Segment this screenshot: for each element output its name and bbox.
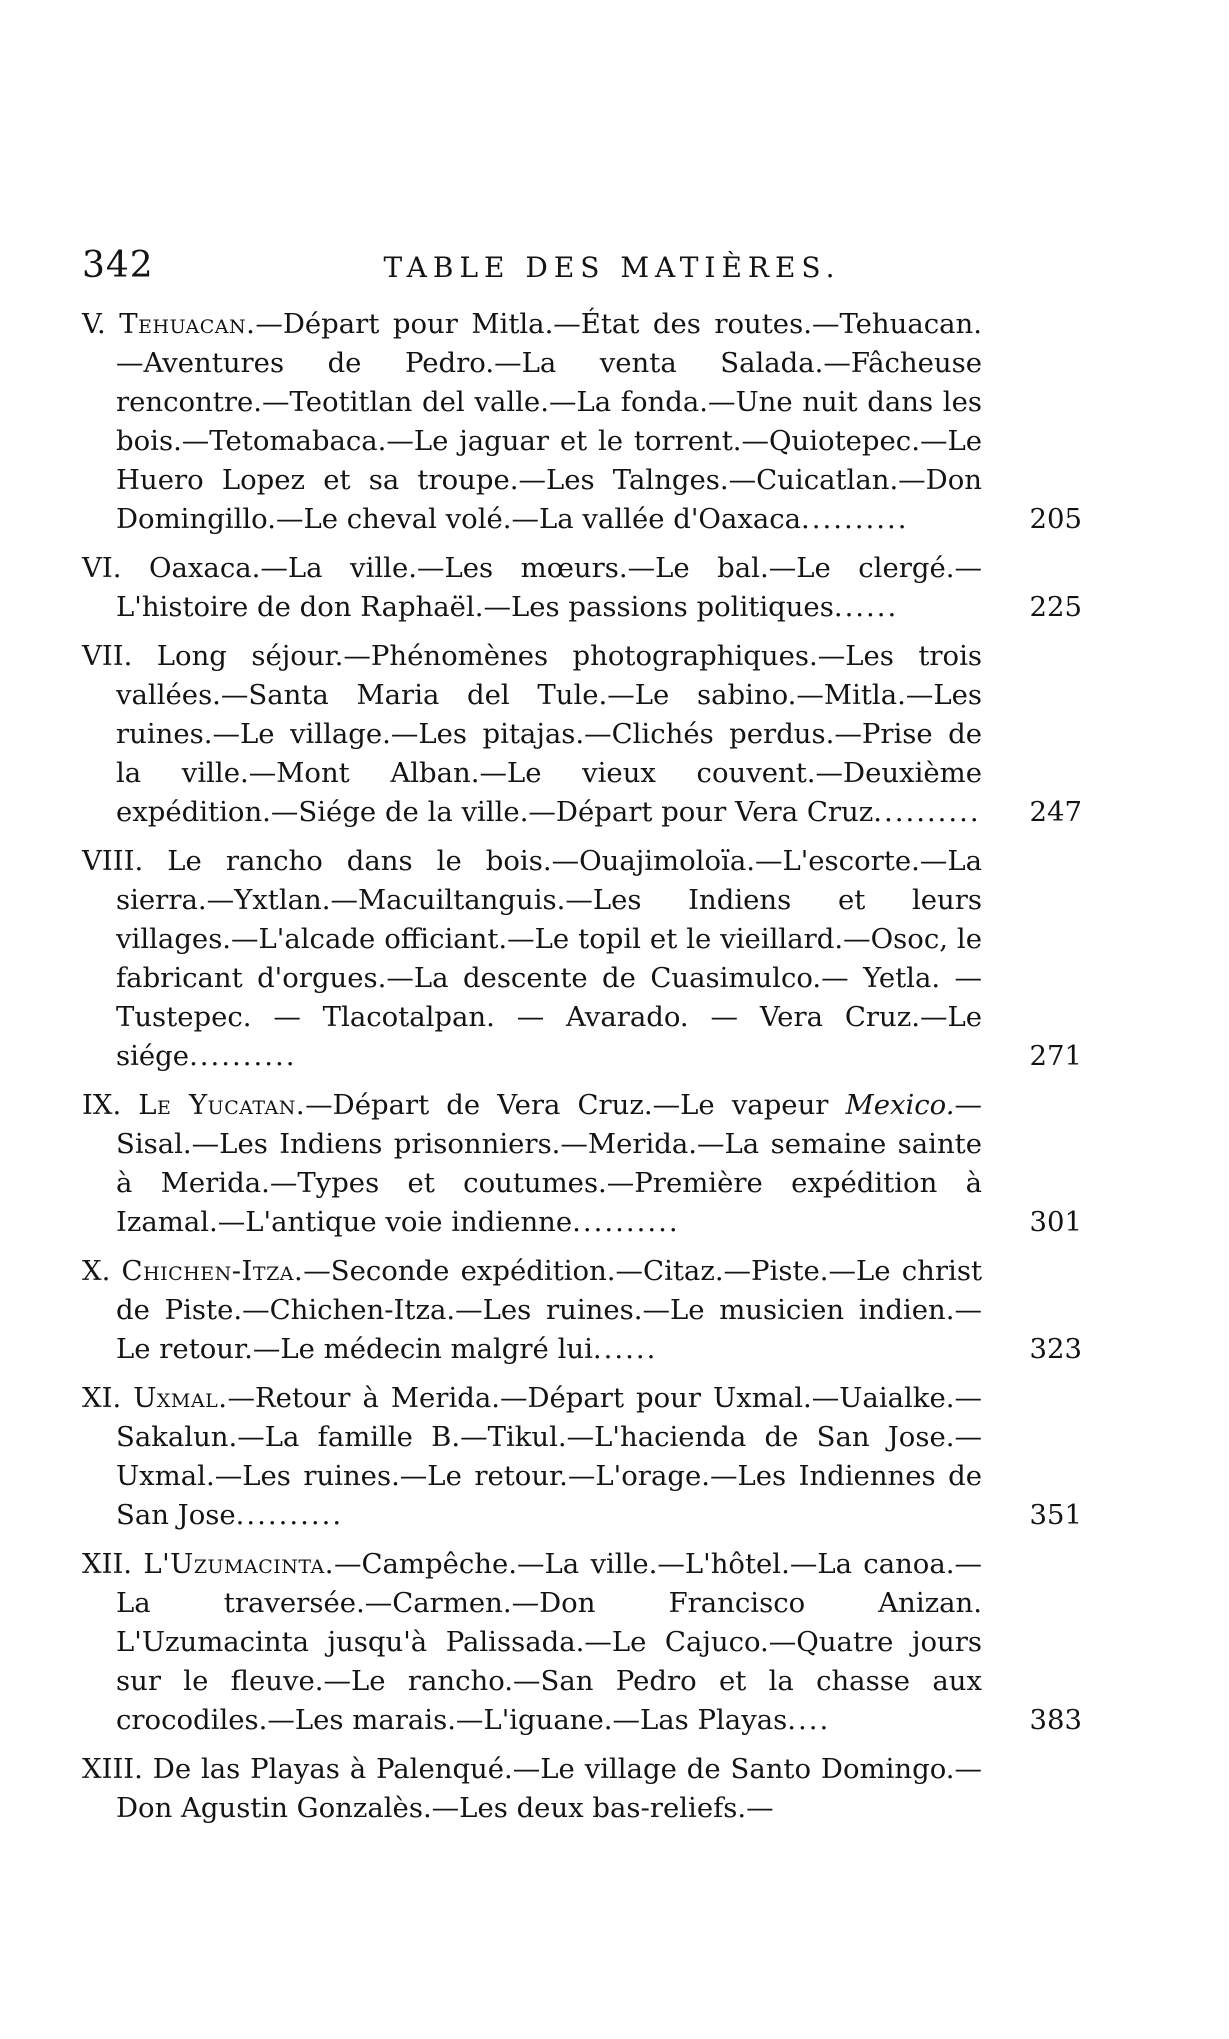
chapter-summary: Long séjour.—Phénomènes photographiques.—Les trois vallées.—Santa Maria del Tule.—Le sabino.—Mitla.—Les ruines.—Le village.—Les pitajas.—Clichés perdus.—Prise de la ville.—Mont Alban.—Le vieux couvent.—Deuxième expédition.—Siége de la ville.—Départ pour Vera Cruz: [116, 640, 982, 828]
chapter-title: Uxmal.: [133, 1382, 228, 1414]
toc-entry-ix: IX. Le Yucatan.—Départ de Vera Cruz.—Le vapeur Mexico.—Sisal.—Les Indiens prisonniers.—Merida.—La semaine sainte à Merida.—Types et coutumes.—Première expédition à Izamal.—L'antique voie indienne.......... 301: [82, 1086, 1082, 1242]
chapter-title: Chichen-Itza.: [121, 1255, 304, 1287]
page-reference: 301: [1029, 1206, 1082, 1238]
page-reference: 323: [1029, 1333, 1082, 1365]
chapter-summary: —Départ pour Mitla.—État des routes.—Tehuacan.—Aventures de Pedro.—La venta Salada.—Fâcheuse rencontre.—Teotitlan del valle.—La fonda.—Une nuit dans les bois.—Tetomabaca.—Le jaguar et le torrent.—Quiotepec.—Le Huero Lopez et sa troupe.—Les Talnges.—Cuicatlan.—Don Domingillo.—Le cheval volé.—La vallée d'Oaxaca: [116, 308, 982, 535]
chapter-summary: Le rancho dans le bois.—Ouajimoloïa.—L'escorte.—La sierra.—Yxtlan.—Macuiltanguis.—Les Indiens et leurs villages.—L'alcade officiant.—Le topil et le vieillard.—Osoc, le fabricant d'orgues.—La descente de Cuasimulco.— Yetla. — Tustepec. — Tlacotalpan. — Avarado. — Vera Cruz.—Le siége: [116, 845, 982, 1072]
chapter-numeral: VII.: [82, 640, 133, 672]
table-of-contents: [82, 305, 1082, 1838]
toc-entry-xiii: [82, 1750, 1082, 1828]
toc-entry-viii: VIII. Le rancho dans le bois.—Ouajimoloïa.—L'escorte.—La sierra.—Yxtlan.—Macuiltanguis.—Les Indiens et leurs villages.—L'alcade officiant.—Le topil et le vieillard.—Osoc, le fabricant d'orgues.—La descente de Cuasimulco.— Yetla. — Tustepec. — Tlacotalpan. — Avarado. — Vera Cruz.—Le siége.......... 271: [82, 842, 1082, 1076]
running-title: TABLE DES MATIÈRES.: [383, 251, 841, 284]
page-reference: 247: [1029, 796, 1082, 828]
chapter-title: Le Yucatan.: [138, 1089, 306, 1121]
chapter-numeral: XII.: [82, 1548, 133, 1580]
chapter-numeral: V.: [82, 308, 106, 340]
page-number: 342: [82, 245, 154, 286]
chapter-title: L'Uzumacinta.: [143, 1548, 334, 1580]
toc-entry-xii: XII. L'Uzumacinta.—Campêche.—La ville.—L'hôtel.—La canoa.—La traversée.—Carmen.—Don Francisco Anizan. L'Uzumacinta jusqu'à Palissada.—Le Cajuco.—Quatre jours sur le fleuve.—Le rancho.—San Pedro et la chasse aux crocodiles.—Les marais.—L'iguane.—Las Playas.... 383: [82, 1545, 1082, 1740]
toc-entry-v: V. Tehuacan.—Départ pour Mitla.—État des routes.—Tehuacan.—Aventures de Pedro.—La venta Salada.—Fâcheuse rencontre.—Teotitlan del valle.—La fonda.—Une nuit dans les bois.—Tetomabaca.—Le jaguar et le torrent.—Quiotepec.—Le Huero Lopez et sa troupe.—Les Talnges.—Cuicatlan.—Don Domingillo.—Le cheval volé.—La vallée d'Oaxaca.......... 205: [82, 305, 1082, 539]
chapter-title: Tehuacan.: [119, 308, 256, 340]
ship-name: Mexico.: [845, 1089, 955, 1121]
chapter-numeral: IX.: [82, 1089, 122, 1121]
chapter-numeral: VIII.: [82, 845, 144, 877]
toc-entry-vi: VI. Oaxaca.—La ville.—Les mœurs.—Le bal.—Le clergé.—L'histoire de don Raphaël.—Les passions politiques...... 225: [82, 549, 1082, 627]
page-reference: 205: [1029, 503, 1082, 535]
chapter-numeral: VI.: [82, 552, 122, 584]
toc-entry-vii: VII. Long séjour.—Phénomènes photographiques.—Les trois vallées.—Santa Maria del Tule.—Le sabino.—Mitla.—Les ruines.—Le village.—Les pitajas.—Clichés perdus.—Prise de la ville.—Mont Alban.—Le vieux couvent.—Deuxième expédition.—Siége de la ville.—Départ pour Vera Cruz.......... 247: [82, 637, 1082, 832]
chapter-summary: —Seconde expédition.—Citaz.—Piste.—Le christ de Piste.—Chichen-Itza.—Les ruines.—Le musicien indien.—Le retour.—Le médecin malgré lui: [116, 1255, 982, 1365]
page-reference: 383: [1029, 1704, 1082, 1736]
chapter-summary: —Campêche.—La ville.—L'hôtel.—La canoa.—La traversée.—Carmen.—Don Francisco Anizan. L'Uzumacinta jusqu'à Palissada.—Le Cajuco.—Quatre jours sur le fleuve.—Le rancho.—San Pedro et la chasse aux crocodiles.—Les marais.—L'iguane.—Las Playas: [116, 1548, 982, 1736]
page-reference: 271: [1029, 1040, 1082, 1072]
page-reference: 225: [1029, 591, 1082, 623]
chapter-summary: —Retour à Merida.—Départ pour Uxmal.—Uaialke.—Sakalun.—La famille B.—Tikul.—L'hacienda de San Jose.—Uxmal.—Les ruines.—Le retour.—L'orage.—Les Indiennes de San Jose: [116, 1382, 982, 1531]
chapter-numeral: X.: [82, 1255, 111, 1287]
chapter-numeral: XIII.: [82, 1753, 143, 1785]
chapter-summary: Oaxaca.—La ville.—Les mœurs.—Le bal.—Le clergé.—L'histoire de don Raphaël.—Les passions politiques: [116, 552, 982, 623]
page-header: [82, 245, 1082, 295]
chapter-summary: De las Playas à Palenqué.—Le village de Santo Domingo.—Don Agustin Gonzalès.—Les deux bas-reliefs.—: [116, 1753, 983, 1824]
toc-entry-xi: XI. Uxmal.—Retour à Merida.—Départ pour Uxmal.—Uaialke.—Sakalun.—La famille B.—Tikul.—L'hacienda de San Jose.—Uxmal.—Les ruines.—Le retour.—L'orage.—Les Indiennes de San Jose.......... 351: [82, 1379, 1082, 1535]
toc-entry-x: X. Chichen-Itza.—Seconde expédition.—Citaz.—Piste.—Le christ de Piste.—Chichen-Itza.—Les ruines.—Le musicien indien.—Le retour.—Le médecin malgré lui...... 323: [82, 1252, 1082, 1369]
chapter-numeral: XI.: [82, 1382, 122, 1414]
page-reference: 351: [1029, 1499, 1082, 1531]
chapter-summary-part: —Départ de Vera Cruz.—Le vapeur: [305, 1089, 846, 1121]
chapter-summary: —Sisal.—Les Indiens prisonniers.—Merida.—La semaine sainte à Merida.—Types et coutumes.—Première expédition à Izamal.—L'antique voie indienne: [116, 1089, 982, 1238]
